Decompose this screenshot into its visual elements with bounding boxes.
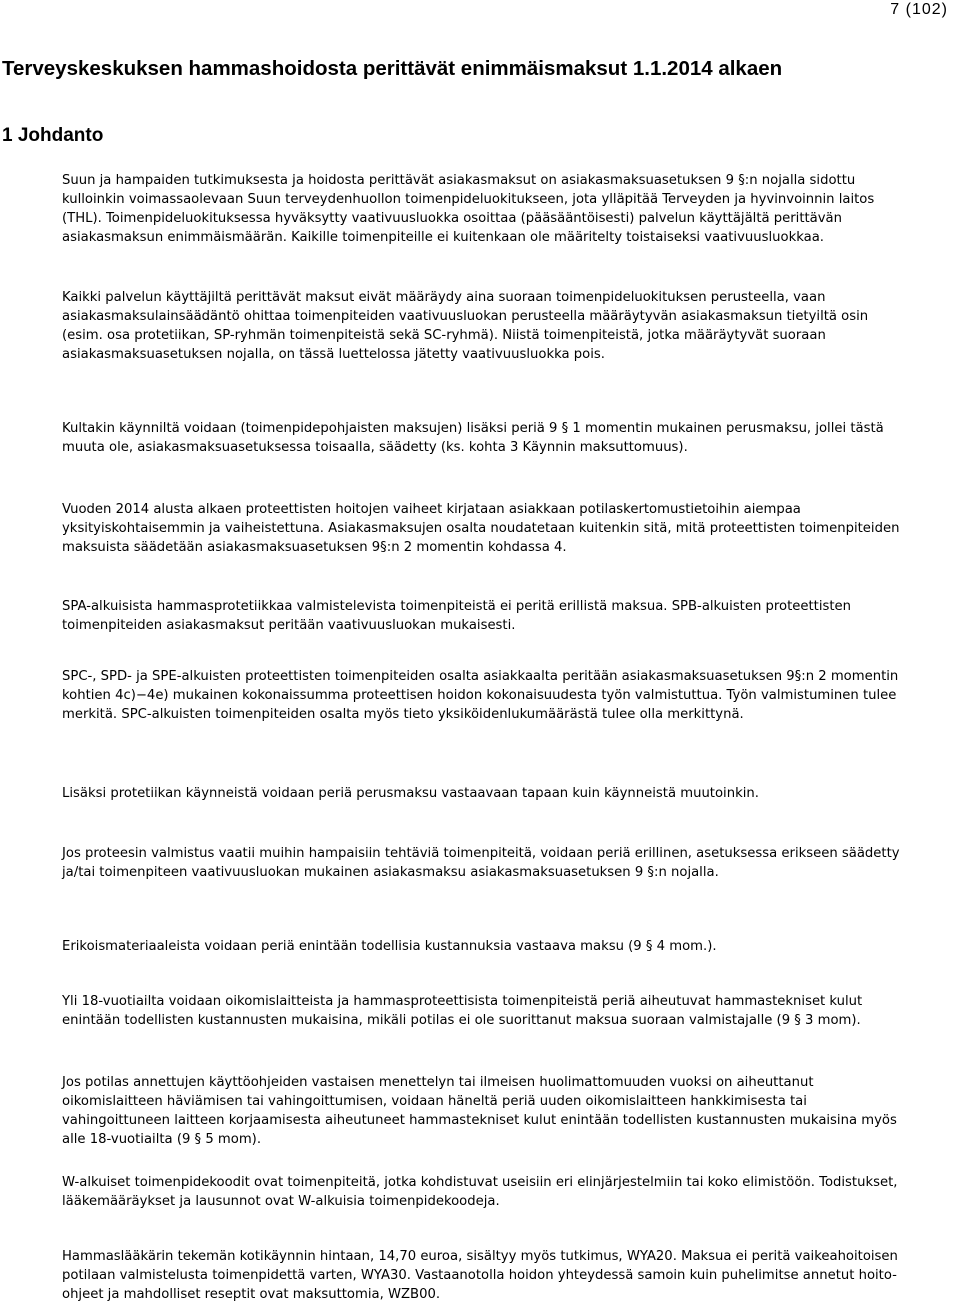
paragraph-basic-fee: Kultakin käynniltä voidaan (toimenpidepohjaisten maksujen) lisäksi periä 9 § 1 momentin mukainen perusmaksu, jollei tästä muuta ole, asiakasmaksuasetuksessa toisaalla, säädetty (ks. kohta 3 Käynnin maksuttomuus). [62, 421, 884, 455]
paragraph-w-codes: W-alkuiset toimenpidekoodit ovat toimenpiteitä, jotka kohdistuvat useisiin eri elinjärjestelmiin tai koko elimistöön. Todistukset, lääkemääräykset ja lausunnot ovat W-alkuisia toimenpidekoodeja. [62, 1175, 898, 1209]
page-number: 7 (102) [890, 1, 948, 18]
section-heading: 1 Johdanto [2, 125, 104, 146]
paragraph-prosthetic-phases: Vuoden 2014 alusta alkaen proteettisten hoitojen vaiheet kirjataan asiakkaan potilaskertomustietoihin aiempaa yksityiskohtaisemmin ja vaiheistettuna. Asiakasmaksujen osalta noudatetaan kuitenkin sitä, mitä proteettisten toimenpiteiden maksuista säädetään asiakasmaksuasetuksen 9§:n 2 momentin kohdassa 4. [62, 502, 900, 555]
paragraph-spa-spb: SPA-alkuisista hammasprotetiikkaa valmistelevista toimenpiteistä ei peritä erillistä maksua. SPB-alkuisten proteettisten toimenpiteiden asiakasmaksut peritään vaativuusluokan mukaisesti. [62, 599, 852, 633]
paragraph-spc-spd-spe: SPC-, SPD- ja SPE-alkuisten proteettisten toimenpiteiden osalta asiakkaalta peritään asiakasmaksuasetuksen 9§:n 2 momentin kohtien 4c)−4e) mukainen kokonaissumma proteettisen hoidon kokonaisuudesta työn valmistuttua. Työn valmistuminen tulee merkitä. SPC-alkuisten toimenpiteiden osalta myös tieto yksiköidenlukumäärästä tulee olla merkittynä. [62, 669, 899, 722]
document-title: Terveyskeskuksen hammashoidosta perittävät enimmäismaksut 1.1.2014 alkaen [2, 57, 783, 80]
paragraph-prosthetic-visits: Lisäksi protetiikan käynneistä voidaan periä perusmaksu vastaavaan tapaan kuin käynneistä muutoinkin. [62, 786, 759, 801]
paragraph-over-18: Yli 18-vuotiailta voidaan oikomislaitteista ja hammasproteettisista toimenpiteistä periä aiheutuvat hammastekniset kulut enintään todellisten kustannusten mukaisina, mikäli potilas ei ole suorittanut maksua suoraan valmistajalle (9 § 3 mom). [62, 994, 863, 1028]
paragraph-lost-appliance: Jos potilas annettujen käyttöohjeiden vastaisen menettelyn tai ilmeisen huolimattomuuden vuoksi on aiheuttanut oikomislaitteen häviämisen tai vahingoittumisen, voidaan häneltä periä uuden oikomislaitteen hankkimisesta tai vahingoittuneen laitteen korjaamisesta aiheutuneet hammastekniset kulut enintään todellisten kustannusten mukaisina myös alle 18-vuotiailta (9 § 5 mom). [62, 1075, 897, 1147]
paragraph-special-materials: Erikoismateriaaleista voidaan periä enintään todellisia kustannuksia vastaava maksu (9 § 4 mom.). [62, 939, 717, 954]
paragraph-intro: Suun ja hampaiden tutkimuksesta ja hoidosta perittävät asiakasmaksut on asiakasmaksuasetuksen 9 §:n nojalla sidottu kulloinkin voimassaolevaan Suun terveydenhuollon toimenpideluokitukseen, jota ylläpitää Terveyden ja hyvinvoinnin laitos (THL). Toimenpideluokituksessa hyväksytty vaativuusluokka osoittaa (pääsääntöisesti) palvelun käyttäjältä perittävän asiakasmaksun enimmäismäärän. Kaikille toimenpiteille ei kuitenkaan ole määritelty toistaiseksi vaativuusluokkaa. [62, 173, 875, 245]
paragraph-other-procedures: Jos proteesin valmistus vaatii muihin hampaisiin tehtäviä toimenpiteitä, voidaan periä erillinen, asetuksessa erikseen säädetty ja/tai toimenpiteen vaativuusluokan mukainen asiakasmaksu asiakasmaksuasetuksen 9 §:n nojalla. [62, 846, 900, 880]
paragraph-exceptions: Kaikki palvelun käyttäjiltä perittävät maksut eivät määräydy aina suoraan toimenpideluokituksen perusteella, vaan asiakasmaksulainsäädäntö ohittaa toimenpiteiden vaativuusluokan perusteella määräytyvän asiakasmaksun tietyiltä osin (esim. osa protetiikan, SP-ryhmän toimenpiteistä sekä SC-ryhmä). Niistä toimenpiteistä, jotka määräytyvät suoraan asiakasmaksuasetuksen nojalla, on tässä luettelossa jätetty vaativuusluokka pois. [62, 290, 869, 362]
paragraph-home-visit: Hammaslääkärin tekemän kotikäynnin hintaan, 14,70 euroa, sisältyy myös tutkimus, WYA20. Maksua ei peritä vaikeahoitoisen potilaan valmistelusta toimenpidettä varten, WYA30. Vastaanotolla hoidon yhteydessä samoin kuin puhelimitse annetut hoito-ohjeet ja mahdolliset reseptit ovat maksuttomia, WZB00. [62, 1249, 898, 1302]
